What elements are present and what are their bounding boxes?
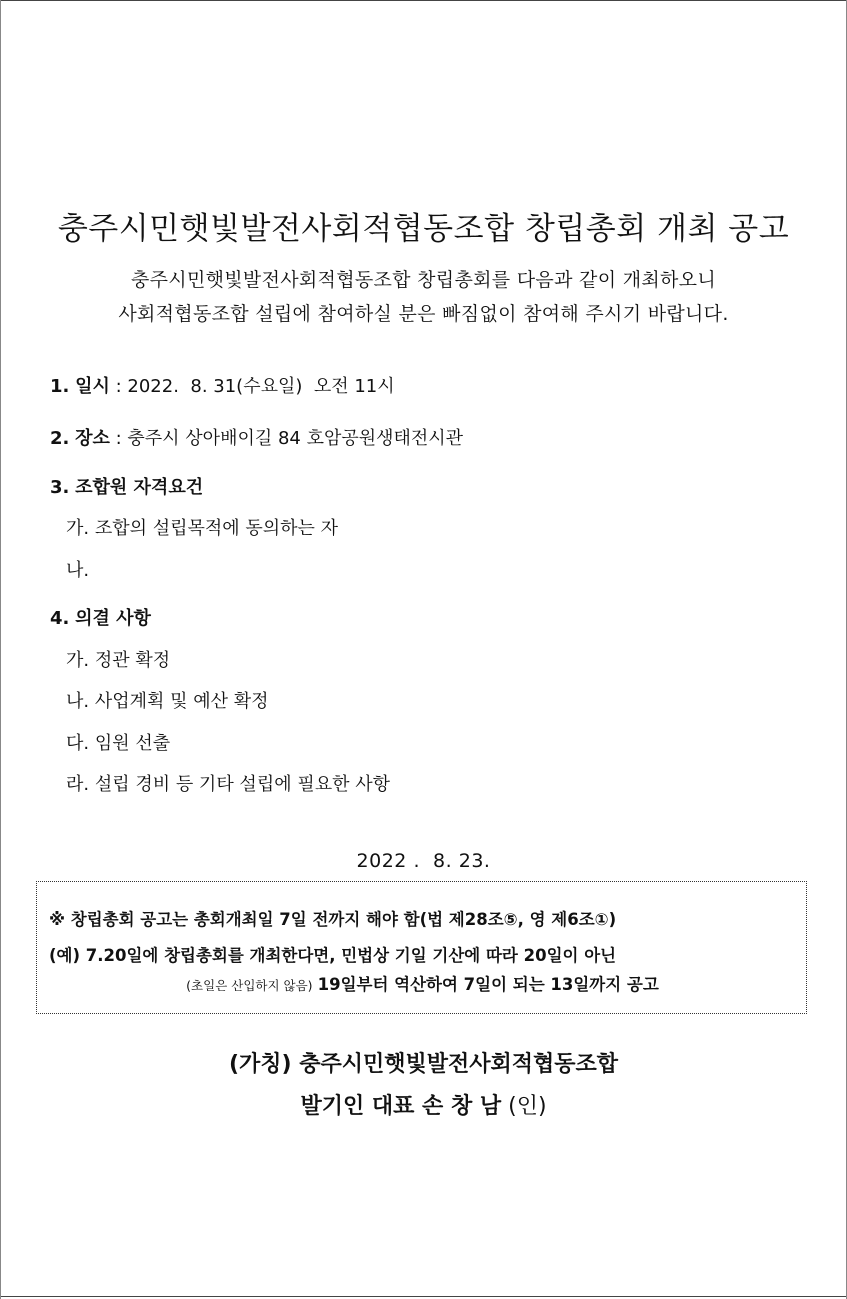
item-value: 충주시 상아배이길 84 호암공원생태전시관 [127,428,464,449]
organization-name: (가칭) 충주시민햇빛발전사회적협동조합 [228,1052,619,1077]
item-separator: : [109,376,128,397]
item-number: 1. [50,376,70,397]
notice-line-3 [37,971,808,995]
notice-box [36,881,807,1014]
seal-mark: (인) [508,1094,547,1119]
resolution-sub-3: 다. 임원 선출 [66,733,171,754]
notice-line-1: ※ 창립총회 공고는 총회개최일 7일 전까지 해야 함(법 제28조⑤, 영 제6조①) [49,910,617,929]
document-title: 충주시민햇빛발전사회적협동조합 창립총회 개최 공고 [57,211,790,247]
representative-name: 발기인 대표 손 창 남 [300,1094,502,1119]
item-resolutions [50,604,151,630]
item-number: 3. [50,477,70,498]
item-number: 2. [50,428,70,449]
resolution-sub-4: 라. 설립 경비 등 기타 설립에 필요한 사항 [66,774,390,795]
notice-line-3-text: 19일부터 역산하여 7일이 되는 13일까지 공고 [317,975,659,994]
resolution-sub-1: 가. 정관 확정 [66,650,171,671]
signature-line [0,1089,847,1120]
item-value: 2022. 8. 31(수요일) 오전 11시 [127,376,395,397]
notice-line-2: (예) 7.20일에 창립총회를 개최한다면, 민법상 기일 기산에 따라 20일이 아닌 [49,946,617,965]
item-label: 장소 [75,428,110,449]
item-date [50,372,395,398]
bottom-border [0,1296,847,1297]
item-separator: : [109,428,128,449]
intro-line-2: 사회적협동조합 설립에 참여하실 분은 빠짐없이 참여해 주시기 바랍니다. [118,303,729,325]
item-label: 의결 사항 [75,608,151,629]
item-number: 4. [50,608,70,629]
item-label: 조합원 자격요건 [75,477,204,498]
qualification-sub-1: 가. 조합의 설립목적에 동의하는 자 [66,518,339,539]
top-border [0,0,847,1]
qualification-sub-2: 나. [66,560,90,581]
item-place [50,424,463,450]
item-qualification [50,473,203,499]
notice-line-3-note: (초일은 산입하지 않음) [186,978,313,993]
item-label: 일시 [75,376,110,397]
intro-line-1: 충주시민햇빛발전사회적협동조합 창립총회를 다음과 같이 개최하오니 [131,269,716,291]
notice-date: 2022 . 8. 23. [356,850,491,872]
resolution-sub-2: 나. 사업계획 및 예산 확정 [66,691,269,712]
